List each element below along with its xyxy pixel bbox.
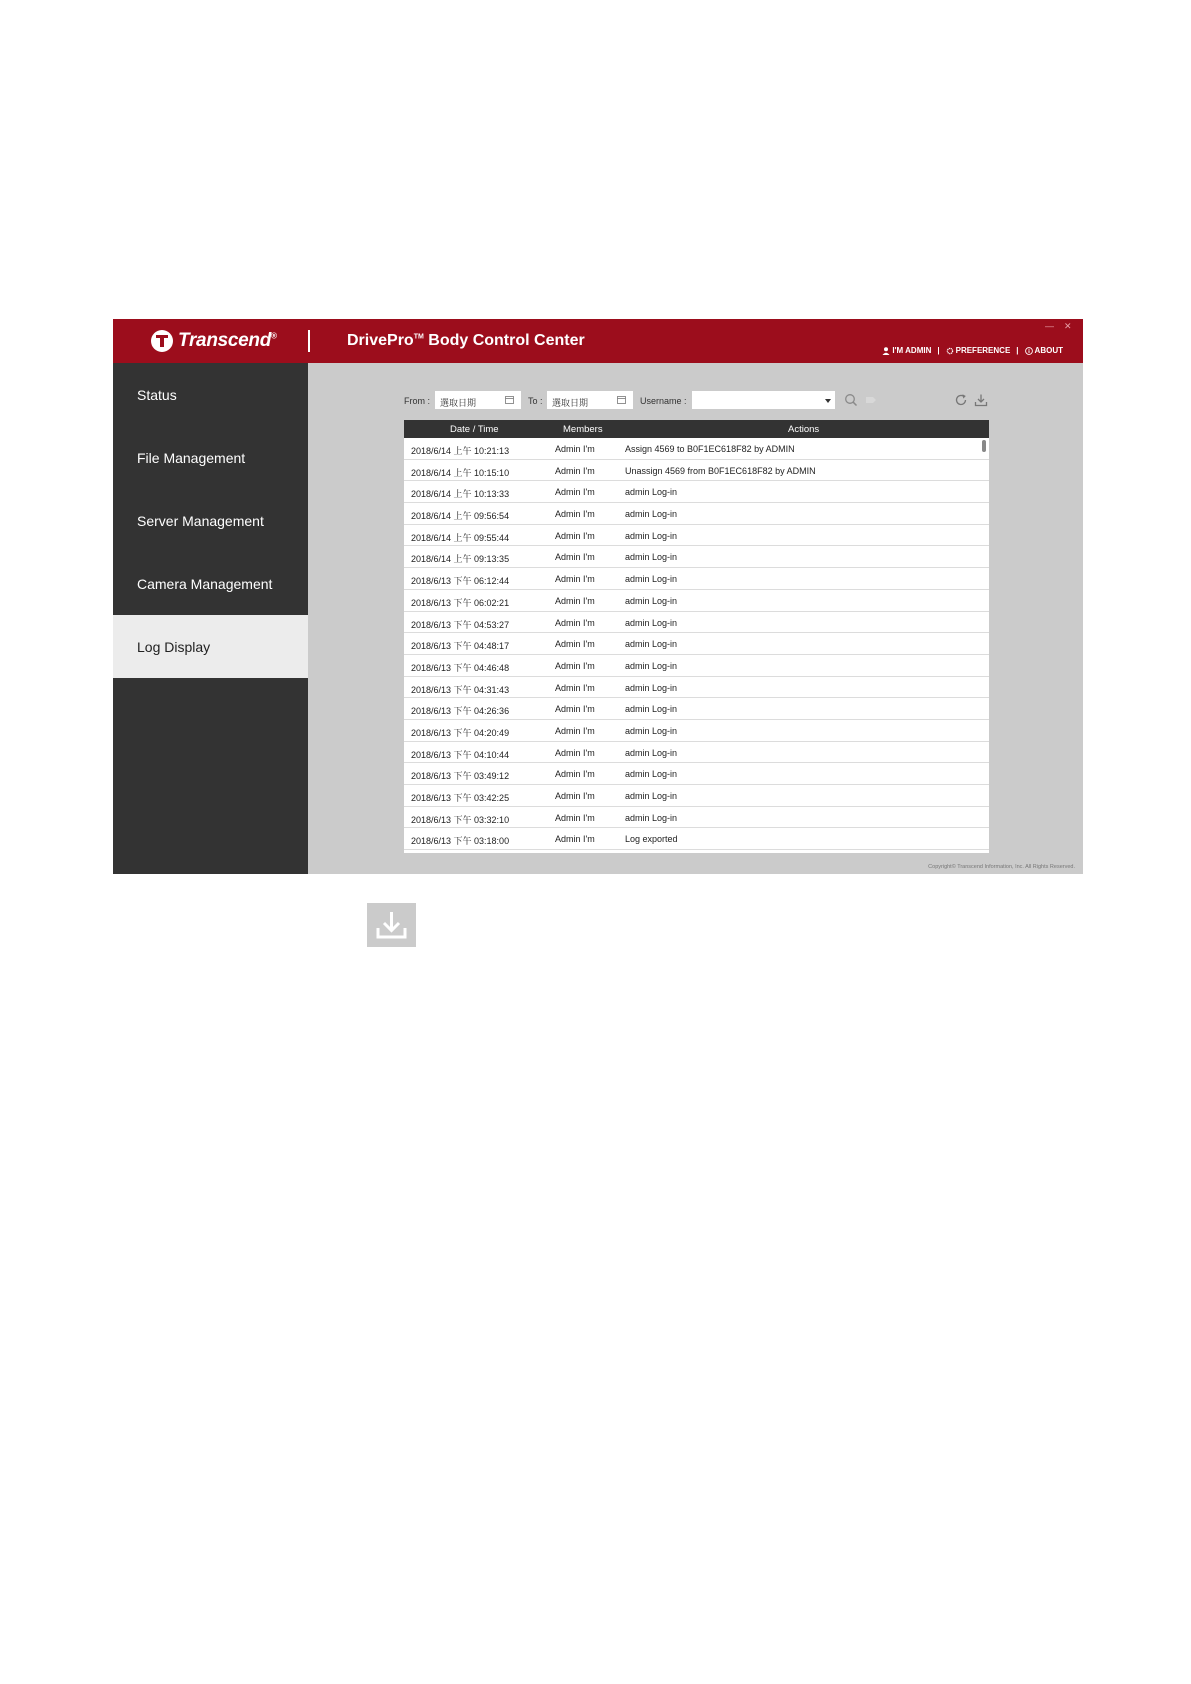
to-date-value: 選取日期 xyxy=(552,398,589,408)
header-divider xyxy=(308,330,310,352)
cell-date-time: 2018/6/13 下午 04:53:27 xyxy=(411,619,510,630)
clear-filter-icon[interactable] xyxy=(864,393,878,407)
sidebar-item-label: Server Management xyxy=(137,513,264,529)
cell-action: admin Log-in xyxy=(625,682,678,693)
cell-action: Unassign 4569 from B0F1EC618F82 by ADMIN xyxy=(625,465,816,476)
cell-date-time: 2018/6/13 下午 04:31:43 xyxy=(411,684,510,695)
table-row[interactable] xyxy=(404,785,989,807)
cell-member: Admin I'm xyxy=(555,465,595,476)
header-links xyxy=(882,346,1063,355)
cell-date-time: 2018/6/14 上午 10:21:13 xyxy=(411,446,510,456)
cell-action: admin Log-in xyxy=(625,791,678,801)
table-row[interactable] xyxy=(404,503,989,525)
gear-icon xyxy=(946,347,954,355)
window-controls xyxy=(1045,322,1073,331)
cell-action: admin Log-in xyxy=(625,747,678,758)
download-button-icon xyxy=(367,903,416,947)
table-row[interactable] xyxy=(404,481,989,503)
cell-date-time: 2018/6/13 下午 03:49:12 xyxy=(411,771,510,782)
cell-action: admin Log-in xyxy=(625,617,678,628)
cell-member: Admin I'm xyxy=(555,791,595,801)
cell-member: Admin I'm xyxy=(555,617,595,628)
cell-member: Admin I'm xyxy=(555,444,595,454)
username-select[interactable] xyxy=(692,391,835,409)
column-header-date-time[interactable]: Date / Time xyxy=(450,424,499,435)
cell-action: admin Log-in xyxy=(625,639,678,650)
cell-member: Admin I'm xyxy=(555,812,595,823)
table-row[interactable] xyxy=(404,807,989,829)
brand-name: Transcend® xyxy=(178,330,277,351)
table-row[interactable] xyxy=(404,568,989,590)
about-link-label: ABOUT xyxy=(1034,346,1063,355)
app-title: DrivePro™ Body Control Center xyxy=(347,332,585,349)
table-row[interactable] xyxy=(404,525,989,547)
cell-date-time: 2018/6/14 上午 09:56:54 xyxy=(411,511,510,522)
cell-date-time: 2018/6/13 下午 04:48:17 xyxy=(411,641,510,652)
download-icon[interactable] xyxy=(974,393,988,407)
username-label: Username : xyxy=(640,396,687,406)
from-date-value: 選取日期 xyxy=(440,398,477,408)
cell-date-time: 2018/6/13 下午 03:18:00 xyxy=(411,836,510,847)
table-row[interactable] xyxy=(404,677,989,699)
cell-action: admin Log-in xyxy=(625,487,678,498)
link-separator: | xyxy=(1016,346,1019,355)
cell-member: Admin I'm xyxy=(555,834,595,845)
cell-member: Admin I'm xyxy=(555,595,595,606)
from-label: From : xyxy=(404,396,430,406)
log-filter-toolbar xyxy=(404,390,994,410)
from-date-picker[interactable] xyxy=(435,391,521,409)
refresh-icon[interactable] xyxy=(954,393,968,407)
cell-action: admin Log-in xyxy=(625,552,678,563)
info-icon xyxy=(1025,347,1033,355)
close-icon[interactable]: ✕ xyxy=(1064,321,1072,331)
table-row[interactable] xyxy=(404,612,989,634)
about-link[interactable] xyxy=(1025,346,1063,355)
cell-action: admin Log-in xyxy=(625,660,678,671)
cell-action: admin Log-in xyxy=(625,725,678,736)
cell-action: admin Log-in xyxy=(625,574,678,585)
cell-action: admin Log-in xyxy=(625,530,678,541)
cell-date-time: 2018/6/13 下午 06:02:21 xyxy=(411,597,510,608)
cell-date-time: 2018/6/13 下午 04:26:36 xyxy=(411,706,510,717)
link-separator: | xyxy=(937,346,940,355)
chevron-down-icon xyxy=(825,399,831,403)
log-table xyxy=(404,420,989,853)
cell-member: Admin I'm xyxy=(555,660,595,671)
sidebar xyxy=(113,363,308,874)
cell-member: Admin I'm xyxy=(555,530,595,541)
copyright-text: Copyright© Transcend Information, Inc. All Rights Reserved. xyxy=(928,864,1075,870)
table-row[interactable] xyxy=(404,763,989,785)
table-row[interactable] xyxy=(404,828,989,850)
cell-date-time: 2018/6/14 上午 10:13:33 xyxy=(411,489,510,500)
app-window xyxy=(113,319,1083,874)
table-row[interactable] xyxy=(404,742,989,764)
table-row[interactable] xyxy=(404,633,989,655)
cell-member: Admin I'm xyxy=(555,682,595,693)
to-label: To : xyxy=(528,396,543,406)
table-row[interactable] xyxy=(404,698,989,720)
cell-date-time: 2018/6/13 下午 03:32:10 xyxy=(411,814,510,825)
table-body xyxy=(404,438,989,853)
cell-action: admin Log-in xyxy=(625,704,678,715)
cell-member: Admin I'm xyxy=(555,487,595,498)
cell-date-time: 2018/6/13 下午 04:10:44 xyxy=(411,749,510,760)
sidebar-item-label: File Management xyxy=(137,450,246,466)
to-date-picker[interactable] xyxy=(547,391,633,409)
table-row[interactable] xyxy=(404,460,989,482)
cell-member: Admin I'm xyxy=(555,704,595,715)
table-header xyxy=(404,420,989,438)
cell-action: admin Log-in xyxy=(625,595,678,606)
app-header xyxy=(113,319,1083,363)
cell-date-time: 2018/6/14 上午 10:15:10 xyxy=(411,467,510,478)
sidebar-item-status[interactable] xyxy=(113,363,308,426)
table-row[interactable] xyxy=(404,546,989,568)
cell-member: Admin I'm xyxy=(555,725,595,736)
cell-date-time: 2018/6/14 上午 09:13:35 xyxy=(411,554,510,565)
user-link-label: I'M ADMIN xyxy=(892,346,932,355)
sidebar-item-label: Camera Management xyxy=(137,576,273,592)
cell-date-time: 2018/6/13 下午 04:46:48 xyxy=(411,662,510,673)
calendar-icon xyxy=(505,395,514,404)
sidebar-item-label: Log Display xyxy=(137,639,211,655)
cell-member: Admin I'm xyxy=(555,574,595,585)
download-icon xyxy=(367,903,416,947)
sidebar-item-server-management[interactable] xyxy=(113,489,308,552)
user-icon xyxy=(882,347,890,355)
cell-action: Log exported xyxy=(625,834,678,845)
table-row[interactable] xyxy=(404,655,989,677)
cell-action: admin Log-in xyxy=(625,812,678,823)
preference-link-label: PREFERENCE xyxy=(955,346,1011,355)
sidebar-item-log-display[interactable] xyxy=(113,615,308,678)
transcend-logo-icon xyxy=(151,330,173,352)
cell-member: Admin I'm xyxy=(555,552,595,563)
column-header-members[interactable]: Members xyxy=(563,424,603,435)
cell-date-time: 2018/6/13 下午 04:20:49 xyxy=(411,727,510,738)
cell-action: admin Log-in xyxy=(625,769,678,780)
user-link[interactable] xyxy=(882,346,931,355)
cell-date-time: 2018/6/13 下午 06:12:44 xyxy=(411,576,510,587)
transcend-logo xyxy=(151,329,277,353)
preference-link[interactable] xyxy=(946,346,1011,355)
column-header-actions[interactable]: Actions xyxy=(788,424,820,435)
cell-action: admin Log-in xyxy=(625,509,678,520)
table-row[interactable] xyxy=(404,438,989,460)
minimize-icon[interactable]: — xyxy=(1045,321,1054,331)
cell-date-time: 2018/6/13 下午 03:42:25 xyxy=(411,793,510,803)
cell-member: Admin I'm xyxy=(555,509,595,520)
cell-date-time: 2018/6/14 上午 09:55:44 xyxy=(411,532,510,543)
sidebar-item-label: Status xyxy=(137,387,177,403)
cell-member: Admin I'm xyxy=(555,747,595,758)
sidebar-item-camera-management[interactable] xyxy=(113,552,308,615)
search-icon[interactable] xyxy=(844,393,858,407)
cell-member: Admin I'm xyxy=(555,639,595,650)
cell-action: Assign 4569 to B0F1EC618F82 by ADMIN xyxy=(625,444,795,454)
table-scrollbar[interactable] xyxy=(982,440,986,452)
sidebar-item-file-management[interactable] xyxy=(113,426,308,489)
table-row[interactable] xyxy=(404,720,989,742)
calendar-icon xyxy=(617,395,626,404)
cell-member: Admin I'm xyxy=(555,769,595,780)
table-row[interactable] xyxy=(404,590,989,612)
